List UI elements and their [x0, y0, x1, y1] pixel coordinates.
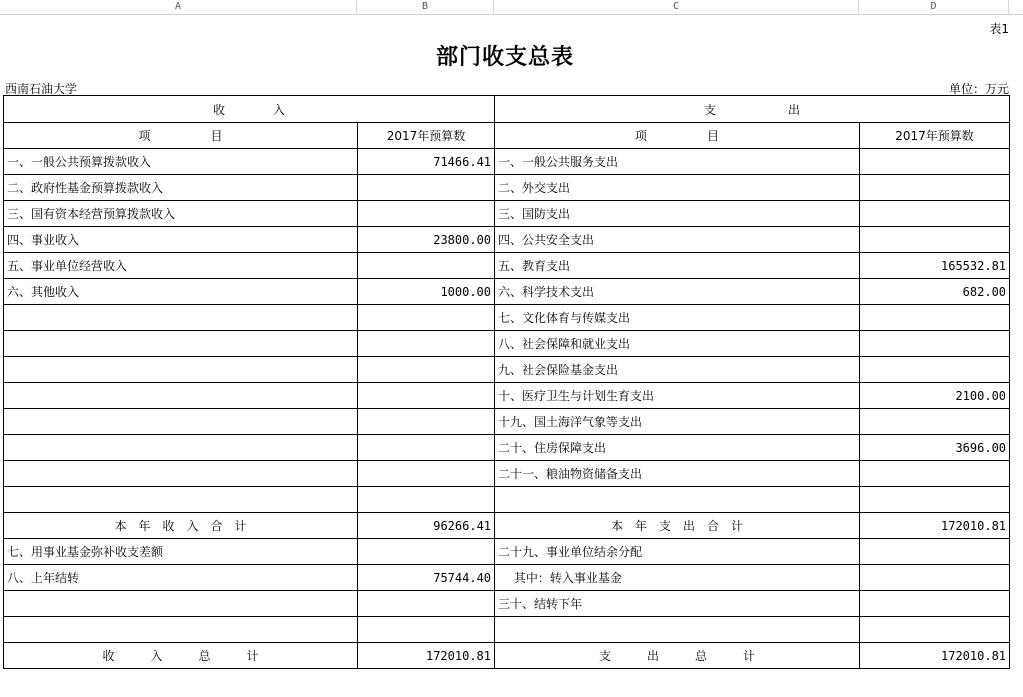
expense-item-cell[interactable]: 九、社会保险基金支出 [495, 357, 860, 383]
expense-value-cell[interactable] [860, 539, 1010, 565]
column-header-a[interactable]: A [0, 0, 357, 14]
expense-item-cell[interactable]: 十、医疗卫生与计划生育支出 [495, 383, 860, 409]
income-item-cell[interactable]: 收 入 总 计 [4, 643, 358, 669]
income-value-cell[interactable] [358, 409, 495, 435]
income-value-cell[interactable] [358, 539, 495, 565]
expense-item-cell[interactable]: 二十、住房保障支出 [495, 435, 860, 461]
income-value-cell[interactable]: 96266.41 [358, 513, 495, 539]
column-header-empty[interactable] [1009, 0, 1023, 14]
column-title-row [4, 123, 1010, 149]
column-header-d[interactable]: D [859, 0, 1009, 14]
table-row [4, 201, 1010, 227]
income-value-cell[interactable] [358, 201, 495, 227]
income-item-cell[interactable] [4, 409, 358, 435]
table-row [4, 565, 1010, 591]
expense-item-cell[interactable]: 支 出 总 计 [495, 643, 860, 669]
table-row [4, 227, 1010, 253]
expense-item-cell[interactable]: 三、国防支出 [495, 201, 860, 227]
expense-value-cell[interactable]: 165532.81 [860, 253, 1010, 279]
expense-value-cell[interactable] [860, 227, 1010, 253]
table-row [4, 487, 1010, 513]
expense-value-cell[interactable]: 172010.81 [860, 643, 1010, 669]
column-header-b[interactable]: B [357, 0, 494, 14]
income-item-cell[interactable]: 七、用事业基金弥补收支差额 [4, 539, 358, 565]
expense-item-cell[interactable]: 一、一般公共服务支出 [495, 149, 860, 175]
expense-item-cell[interactable]: 七、文化体育与传媒支出 [495, 305, 860, 331]
expense-item-cell[interactable] [495, 617, 860, 643]
expense-item-cell[interactable]: 二十一、粮油物资储备支出 [495, 461, 860, 487]
income-item-cell[interactable] [4, 331, 358, 357]
expense-value-cell[interactable] [860, 201, 1010, 227]
unit-label: 单位：万元 [948, 82, 1009, 96]
income-value-cell[interactable] [358, 175, 495, 201]
expense-value-cell[interactable] [860, 331, 1010, 357]
expense-value-cell[interactable] [860, 487, 1010, 513]
expense-item-cell[interactable] [495, 487, 860, 513]
expense-item-cell[interactable]: 本 年 支 出 合 计 [495, 513, 860, 539]
table-row [4, 253, 1010, 279]
expense-item-cell[interactable]: 二、外交支出 [495, 175, 860, 201]
income-value-cell[interactable]: 23800.00 [358, 227, 495, 253]
income-item-cell[interactable]: 六、其他收入 [4, 279, 358, 305]
income-item-cell[interactable]: 八、上年结转 [4, 565, 358, 591]
table-row [4, 279, 1010, 305]
expense-value-cell[interactable]: 3696.00 [860, 435, 1010, 461]
income-item-cell[interactable]: 五、事业单位经营收入 [4, 253, 358, 279]
expense-item-header[interactable]: 项 目 [495, 123, 860, 149]
expense-value-cell[interactable] [860, 149, 1010, 175]
expense-value-cell[interactable] [860, 175, 1010, 201]
income-value-cell[interactable]: 172010.81 [358, 643, 495, 669]
table-row [4, 175, 1010, 201]
table-row [4, 591, 1010, 617]
income-item-cell[interactable] [4, 305, 358, 331]
table-number: 表1 [989, 22, 1009, 36]
table-row [4, 435, 1010, 461]
table-row [4, 305, 1010, 331]
income-item-header[interactable]: 项 目 [4, 123, 358, 149]
table-row [4, 331, 1010, 357]
expense-item-cell[interactable]: 四、公共安全支出 [495, 227, 860, 253]
table-row [4, 409, 1010, 435]
income-item-cell[interactable] [4, 617, 358, 643]
income-item-cell[interactable] [4, 487, 358, 513]
year-total-row [4, 513, 1010, 539]
income-item-cell[interactable] [4, 435, 358, 461]
income-item-cell[interactable]: 二、政府性基金预算拨款收入 [4, 175, 358, 201]
expense-item-cell[interactable]: 五、教育支出 [495, 253, 860, 279]
section-header-row [4, 96, 1010, 123]
income-value-cell[interactable] [358, 253, 495, 279]
income-value-cell[interactable] [358, 591, 495, 617]
grand-total-row [4, 643, 1010, 669]
expense-item-cell[interactable]: 八、社会保障和就业支出 [495, 331, 860, 357]
income-item-cell[interactable]: 三、国有资本经营预算拨款收入 [4, 201, 358, 227]
expense-value-cell[interactable] [860, 591, 1010, 617]
expense-value-cell[interactable]: 2100.00 [860, 383, 1010, 409]
income-header[interactable]: 收 入 [4, 96, 495, 123]
expense-value-cell[interactable] [860, 565, 1010, 591]
table-row [4, 617, 1010, 643]
expense-value-cell[interactable]: 682.00 [860, 279, 1010, 305]
income-value-cell[interactable] [358, 305, 495, 331]
income-value-cell[interactable] [358, 617, 495, 643]
expense-item-cell[interactable]: 其中：转入事业基金 [495, 565, 860, 591]
expense-value-cell[interactable] [860, 617, 1010, 643]
table-row [4, 357, 1010, 383]
table-row [4, 383, 1010, 409]
expense-item-cell[interactable]: 二十九、事业单位结余分配 [495, 539, 860, 565]
income-value-cell[interactable] [358, 331, 495, 357]
income-item-cell[interactable] [4, 461, 358, 487]
expense-item-cell[interactable]: 十九、国土海洋气象等支出 [495, 409, 860, 435]
budget-table [3, 95, 1010, 669]
column-header-bar [0, 0, 1023, 15]
income-item-cell[interactable] [4, 591, 358, 617]
expense-value-cell[interactable]: 172010.81 [860, 513, 1010, 539]
income-value-cell[interactable] [358, 357, 495, 383]
expense-header[interactable]: 支 出 [495, 96, 1010, 123]
income-item-cell[interactable]: 一、一般公共预算拨款收入 [4, 149, 358, 175]
table-row [4, 539, 1010, 565]
income-value-cell[interactable] [358, 461, 495, 487]
expense-value-cell[interactable] [860, 409, 1010, 435]
expense-item-cell[interactable]: 六、科学技术支出 [495, 279, 860, 305]
expense-budget-header[interactable]: 2017年预算数 [860, 123, 1010, 149]
income-value-cell[interactable]: 71466.41 [358, 149, 495, 175]
expense-value-cell[interactable] [860, 305, 1010, 331]
income-item-cell[interactable] [4, 357, 358, 383]
income-value-cell[interactable]: 75744.40 [358, 565, 495, 591]
income-value-cell[interactable] [358, 487, 495, 513]
income-item-cell[interactable] [4, 383, 358, 409]
institution-name: 西南石油大学 [5, 82, 78, 96]
column-header-c[interactable]: C [494, 0, 859, 14]
income-budget-header[interactable]: 2017年预算数 [358, 123, 495, 149]
income-item-cell[interactable]: 四、事业收入 [4, 227, 358, 253]
table-row [4, 149, 1010, 175]
income-item-cell[interactable]: 本 年 收 入 合 计 [4, 513, 358, 539]
income-value-cell[interactable]: 1000.00 [358, 279, 495, 305]
table-row [4, 461, 1010, 487]
income-value-cell[interactable] [358, 435, 495, 461]
page-title: 部门收支总表 [435, 45, 574, 70]
expense-value-cell[interactable] [860, 461, 1010, 487]
expense-item-cell[interactable]: 三十、结转下年 [495, 591, 860, 617]
expense-value-cell[interactable] [860, 357, 1010, 383]
income-value-cell[interactable] [358, 383, 495, 409]
